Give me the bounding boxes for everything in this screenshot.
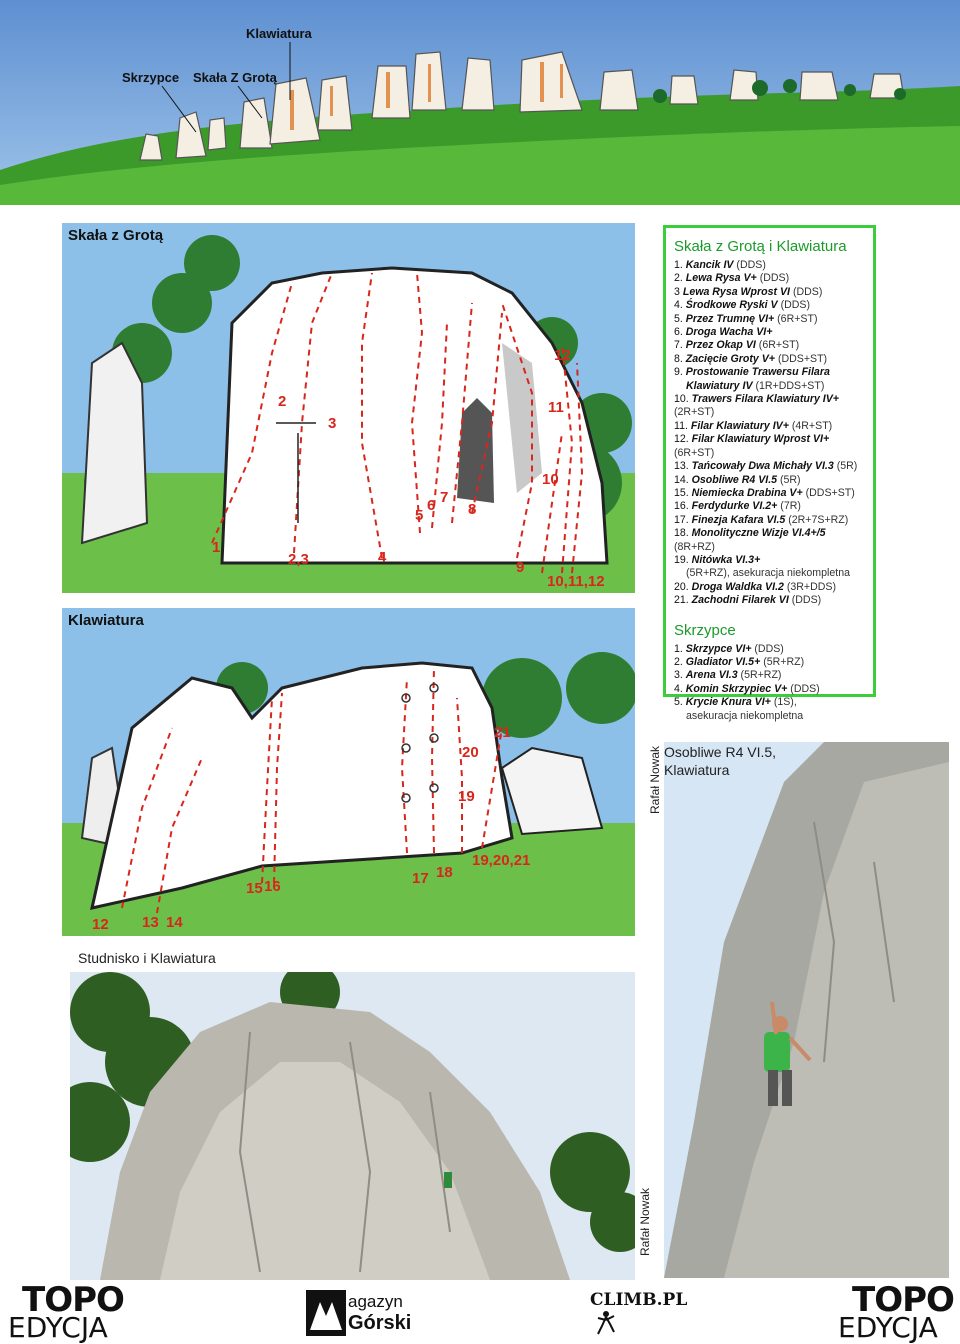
climb-pl-text: CLIMB.PL bbox=[590, 1290, 688, 1310]
climber-icon bbox=[594, 1310, 618, 1336]
route-item bbox=[674, 286, 865, 299]
route-number-11: 11 bbox=[548, 399, 564, 416]
route-item-name: Komin Skrzypiec V+ bbox=[685, 682, 788, 695]
route-item-protection: (2R+7S+RZ) bbox=[785, 513, 849, 526]
route-item bbox=[674, 500, 865, 513]
route-item-number: 9. bbox=[674, 366, 686, 379]
route-item-protection: (DDS) bbox=[788, 594, 822, 607]
route-section-title-skala: Skała z Grotą i Klawiatura bbox=[674, 238, 847, 255]
route-item-name: Arena VI.3 bbox=[685, 669, 738, 682]
route-item bbox=[674, 380, 865, 393]
route-item bbox=[674, 581, 865, 594]
route-item-protection: (6R+ST) bbox=[755, 339, 800, 352]
topo-logo-line2: EDYCJA bbox=[8, 1311, 108, 1344]
route-number-20: 20 bbox=[462, 744, 479, 761]
route-item-name: Monolityczne Wizje VI.4+/5 bbox=[691, 527, 826, 540]
route-item-protection: (3R+DDS) bbox=[783, 580, 837, 593]
route-item-number: 1. bbox=[674, 259, 686, 271]
route-item bbox=[674, 594, 865, 607]
route-item bbox=[674, 683, 865, 696]
panorama-label-klawiatura: Klawiatura bbox=[246, 26, 312, 41]
route-number-2: 2 bbox=[278, 393, 287, 410]
route-item-name: Kancik IV bbox=[685, 259, 734, 271]
route-number-2-3: 2,3 bbox=[288, 551, 309, 568]
route-item-protection: (5R) bbox=[777, 473, 801, 486]
route-item-number: 4. bbox=[674, 299, 686, 312]
panorama-illustration bbox=[0, 0, 960, 205]
magazyn-text: agazyn bbox=[348, 1292, 403, 1311]
topo-klawiatura-drawing bbox=[62, 608, 635, 936]
route-item bbox=[674, 656, 865, 669]
magazyn-gorski-logo bbox=[306, 1290, 412, 1336]
route-item bbox=[674, 272, 865, 285]
route-number-7: 7 bbox=[440, 489, 449, 506]
topo-edycja-logo-left bbox=[8, 1280, 124, 1344]
route-item-protection: (8R+RZ) bbox=[674, 540, 715, 553]
route-item-number: 15. bbox=[674, 486, 692, 499]
route-number-4: 4 bbox=[378, 549, 387, 566]
route-number-5: 5 bbox=[415, 507, 424, 524]
route-item-protection: (1S), bbox=[770, 696, 797, 709]
route-item bbox=[674, 710, 865, 723]
route-item-number: 10. bbox=[674, 393, 692, 406]
route-item-number: 5. bbox=[674, 312, 686, 325]
route-section-title-skrzypce: Skrzypce bbox=[674, 621, 736, 639]
topo-logo-right-line1: TOPO bbox=[852, 1280, 954, 1320]
route-item-name: Klawiatury IV bbox=[686, 379, 753, 392]
route-list-box bbox=[663, 225, 876, 722]
route-item-number: 13. bbox=[674, 460, 692, 473]
route-item bbox=[674, 696, 865, 709]
route-number-9: 9 bbox=[516, 559, 525, 576]
route-item-name: Przez Okap VI bbox=[685, 339, 756, 352]
panorama-label-skrzypce: Skrzypce bbox=[122, 70, 180, 85]
photo-osobliwe-r4 bbox=[664, 742, 949, 1278]
route-item-name: Zachodni Filarek VI bbox=[691, 594, 789, 607]
topo-skala-z-grota bbox=[62, 223, 635, 593]
route-item-protection: (DDS) bbox=[787, 682, 820, 695]
route-item-name: Gladiator VI.5+ bbox=[685, 655, 761, 668]
route-item-name: Lewa Rysa V+ bbox=[685, 272, 757, 285]
route-item bbox=[674, 460, 865, 473]
route-item bbox=[674, 567, 865, 580]
route-item-number: 8. bbox=[674, 352, 686, 365]
route-item-name: Ferdydurke VI.2+ bbox=[691, 500, 778, 513]
route-number-1: 1 bbox=[212, 539, 221, 556]
photo-studnisko bbox=[70, 972, 635, 1280]
route-number-16: 16 bbox=[264, 878, 281, 895]
route-item-number: 2. bbox=[674, 272, 686, 285]
route-item bbox=[674, 433, 865, 460]
route-number-15: 15 bbox=[246, 880, 263, 897]
route-number-19-20-21: 19,20,21 bbox=[472, 852, 531, 869]
route-item-number: 21. bbox=[674, 594, 692, 607]
route-item-number: 20. bbox=[674, 580, 692, 593]
route-item-name: Tańcowały Dwa Michały VI.3 bbox=[691, 460, 834, 473]
route-item-protection: (5R+RZ) bbox=[737, 669, 782, 682]
route-item-protection: (2R+ST) bbox=[674, 406, 715, 419]
route-item-name: Środkowe Ryski V bbox=[685, 299, 778, 312]
route-item bbox=[674, 299, 865, 312]
route-item-protection: (DDS+ST) bbox=[775, 352, 828, 365]
route-item-name: Niemiecka Drabina V+ bbox=[691, 486, 803, 499]
route-item-name: Prostowanie Trawersu Filara bbox=[685, 366, 830, 379]
route-number-8: 8 bbox=[468, 501, 477, 518]
route-item-number: 4. bbox=[674, 682, 686, 695]
photo-osobliwe-drawing bbox=[664, 742, 949, 1278]
route-item bbox=[674, 353, 865, 366]
topo-logo-right-line2: EDYCJA bbox=[838, 1311, 938, 1344]
photo-right-credit: Rafał Nowak bbox=[648, 745, 662, 814]
route-item bbox=[674, 326, 865, 339]
route-item-protection: (5R) bbox=[833, 460, 858, 473]
route-item-name: Krycie Knura VI+ bbox=[685, 696, 771, 709]
route-item bbox=[674, 420, 865, 433]
route-number-14: 14 bbox=[166, 914, 183, 931]
topo-klawiatura-title: Klawiatura bbox=[68, 612, 144, 629]
route-number-18: 18 bbox=[436, 864, 453, 881]
route-item bbox=[674, 487, 865, 500]
photo-bottom-caption: Studnisko i Klawiatura bbox=[78, 950, 216, 966]
gorski-text: Górski bbox=[348, 1312, 412, 1334]
route-item-number: 5. bbox=[674, 696, 686, 709]
topo-skala-title: Skała z Grotą bbox=[68, 227, 164, 244]
route-item-number: 11. bbox=[674, 419, 691, 432]
route-item-name: Lewa Rysa Wprost VI bbox=[682, 285, 790, 298]
route-item bbox=[674, 339, 865, 352]
route-item-number: 6. bbox=[674, 326, 686, 339]
route-item-protection: (DDS) bbox=[777, 299, 811, 312]
route-item-protection: (5R+RZ), asekuracja niekompletna bbox=[686, 567, 850, 580]
route-item-number: 3 bbox=[674, 285, 683, 298]
route-item-number: 2. bbox=[674, 655, 686, 668]
route-number-10: 10 bbox=[542, 471, 559, 488]
topo-logo-line1: TOPO bbox=[22, 1280, 124, 1320]
route-number-21: 21 bbox=[494, 724, 511, 741]
route-item-protection: (DDS) bbox=[751, 642, 784, 655]
route-item-protection: (DDS) bbox=[756, 272, 790, 285]
route-item-protection: (5R+RZ) bbox=[760, 655, 805, 668]
route-item-number: 16. bbox=[674, 500, 692, 513]
route-item bbox=[674, 366, 865, 379]
route-item-number: 19. bbox=[674, 553, 692, 566]
route-item-name: Filar Klawiatury IV+ bbox=[690, 419, 789, 432]
topo-klawiatura bbox=[62, 608, 635, 936]
route-item-number: 18. bbox=[674, 527, 692, 540]
photo-bottom-credit: Rafał Nowak bbox=[638, 1187, 652, 1256]
route-item-protection: (6R+ST) bbox=[774, 312, 818, 325]
route-item bbox=[674, 313, 865, 326]
route-item-name: Droga Wacha VI+ bbox=[685, 326, 773, 339]
route-item bbox=[674, 643, 865, 656]
route-item bbox=[674, 514, 865, 527]
route-item-name: Skrzypce VI+ bbox=[685, 642, 752, 655]
route-item bbox=[674, 669, 865, 682]
route-item bbox=[674, 554, 865, 567]
route-item-number: 17. bbox=[674, 513, 692, 526]
route-item bbox=[674, 393, 865, 420]
route-item-name: Przez Trumnę VI+ bbox=[685, 312, 775, 325]
route-item bbox=[674, 527, 865, 554]
route-list-skala bbox=[674, 259, 865, 608]
route-item-name: Finezja Kafara VI.5 bbox=[691, 513, 786, 526]
route-number-12: 12 bbox=[554, 347, 571, 364]
route-number-6: 6 bbox=[427, 497, 436, 514]
route-number-19: 19 bbox=[458, 788, 475, 805]
route-item-name: Nitówka VI.3+ bbox=[691, 553, 761, 566]
route-item bbox=[674, 474, 865, 487]
route-item-protection: (7R) bbox=[777, 500, 801, 513]
route-item-name: Zacięcie Groty V+ bbox=[685, 352, 775, 365]
panorama-drawing bbox=[0, 0, 960, 205]
route-item bbox=[674, 259, 865, 272]
topo-edycja-logo-right bbox=[838, 1280, 954, 1344]
route-item-protection: (1R+DDS+ST) bbox=[752, 379, 825, 392]
route-item-number: 12. bbox=[674, 433, 692, 446]
route-number-17: 17 bbox=[412, 870, 429, 887]
route-item-protection: asekuracja niekompletna bbox=[686, 709, 804, 722]
route-item-name: Osobliwe R4 VI.5 bbox=[691, 473, 778, 486]
route-item-name: Droga Waldka VI.2 bbox=[691, 580, 784, 593]
route-item-number: 1. bbox=[674, 642, 686, 655]
route-number-13: 13 bbox=[142, 914, 159, 931]
route-item-protection: (6R+ST) bbox=[674, 446, 715, 459]
route-item-protection: (DDS) bbox=[733, 259, 766, 271]
route-number-10-11-12: 10,11,12 bbox=[547, 573, 605, 590]
route-number-3: 3 bbox=[328, 415, 337, 432]
route-item-protection: (DDS) bbox=[790, 285, 823, 298]
route-item-number: 3. bbox=[674, 669, 686, 682]
panorama-label-skala-z-grota: Skała Z Grotą bbox=[193, 70, 277, 85]
photo-right-caption-line2: Klawiatura bbox=[664, 762, 730, 778]
photo-studnisko-drawing bbox=[70, 972, 635, 1280]
route-item-number: 7. bbox=[674, 339, 686, 352]
photo-right-caption-line1: Osobliwe R4 VI.5, bbox=[664, 744, 777, 760]
route-item-protection: (DDS+ST) bbox=[802, 486, 855, 499]
route-number-12b: 12 bbox=[92, 916, 109, 933]
route-item-name: Trawers Filara Klawiatury IV+ bbox=[691, 393, 839, 406]
mountain-m-icon bbox=[306, 1290, 346, 1336]
route-item-number: 14. bbox=[674, 473, 692, 486]
route-item-protection: (4R+ST) bbox=[788, 419, 833, 432]
route-item-name: Filar Klawiatury Wprost VI+ bbox=[691, 433, 830, 446]
route-list-skrzypce bbox=[674, 643, 865, 723]
climb-pl-logo bbox=[590, 1290, 688, 1336]
